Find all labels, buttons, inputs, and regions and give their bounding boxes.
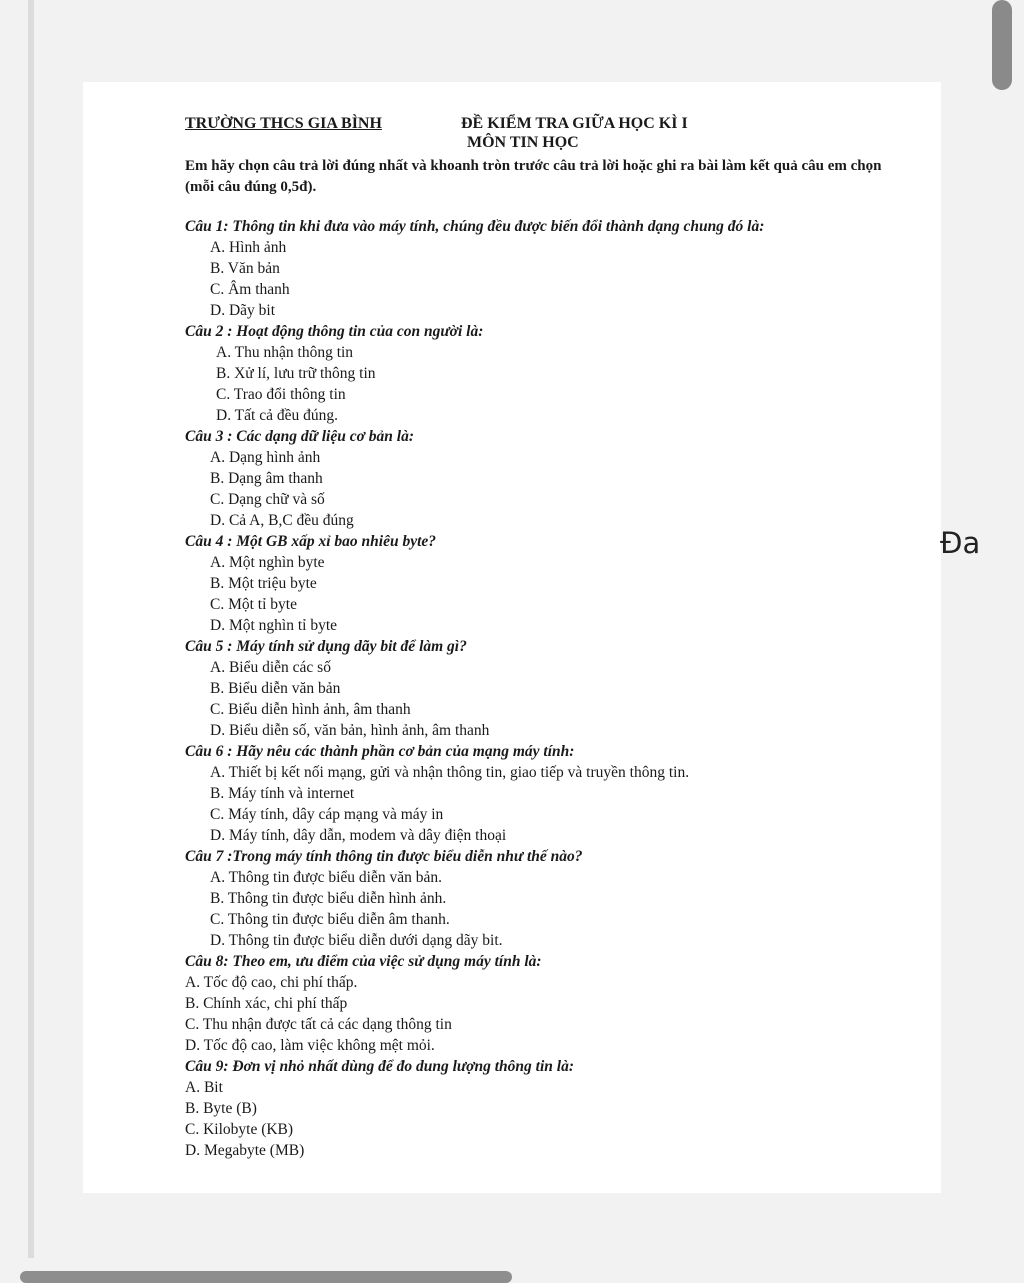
q6-option-d[interactable]: D. Máy tính, dây dẫn, modem và dây điện thoại: [210, 827, 507, 844]
question-8: Câu 8: Theo em, ưu điểm của việc sử dụng máy tính là:: [185, 953, 542, 970]
question-4: Câu 4 : Một GB xấp xỉ bao nhiêu byte?: [185, 533, 437, 550]
q2-option-b[interactable]: B. Xử lí, lưu trữ thông tin: [216, 365, 376, 382]
viewer-left-rule: [28, 0, 34, 1258]
q1-option-a[interactable]: A. Hình ảnh: [210, 239, 287, 256]
q3-option-d[interactable]: D. Cả A, B,C đều đúng: [210, 512, 354, 529]
question-list: [185, 217, 885, 1161]
vertical-scrollbar[interactable]: [992, 0, 1012, 90]
q3-option-a[interactable]: A. Dạng hình ảnh: [210, 449, 321, 466]
q6-option-a[interactable]: A. Thiết bị kết nối mạng, gửi và nhận thông tin, giao tiếp và truyền thông tin.: [210, 764, 690, 781]
q7-option-a[interactable]: A. Thông tin được biểu diễn văn bản.: [210, 869, 442, 886]
q2-option-a[interactable]: A. Thu nhận thông tin: [216, 344, 354, 361]
question-6: Câu 6 : Hãy nêu các thành phần cơ bản của mạng máy tính:: [185, 743, 575, 760]
q3-option-c[interactable]: C. Dạng chữ và số: [210, 491, 325, 508]
q8-option-b[interactable]: B. Chính xác, chi phí thấp: [185, 995, 348, 1012]
side-text: Đa: [940, 526, 981, 560]
q5-option-c[interactable]: C. Biểu diễn hình ảnh, âm thanh: [210, 701, 411, 718]
q6-option-b[interactable]: B. Máy tính và internet: [210, 785, 355, 802]
q4-option-a[interactable]: A. Một nghìn byte: [210, 554, 325, 571]
school-name: TRƯỜNG THCS GIA BÌNH: [185, 115, 382, 132]
question-1: Câu 1: Thông tin khi đưa vào máy tính, chúng đều được biến đổi thành dạng chung đó là:: [185, 218, 765, 235]
exam-page: [83, 82, 941, 1193]
q7-option-c[interactable]: C. Thông tin được biểu diễn âm thanh.: [210, 911, 450, 928]
q5-option-a[interactable]: A. Biểu diễn các số: [210, 659, 331, 676]
q5-option-d[interactable]: D. Biểu diễn số, văn bản, hình ảnh, âm thanh: [210, 722, 490, 739]
instructions: Em hãy chọn câu trả lời đúng nhất và khoanh tròn trước câu trả lời hoặc ghi ra bài làm kết quả câu em chọn (mỗi câu đúng 0,5đ).: [185, 158, 882, 195]
subject-title: MÔN TIN HỌC: [467, 134, 579, 151]
question-9: Câu 9: Đơn vị nhỏ nhất dùng để đo dung lượng thông tin là:: [185, 1058, 574, 1075]
q5-option-b[interactable]: B. Biểu diễn văn bản: [210, 680, 341, 697]
q1-option-b[interactable]: B. Văn bản: [210, 260, 280, 277]
q8-option-a[interactable]: A. Tốc độ cao, chi phí thấp.: [185, 974, 358, 991]
q2-option-c[interactable]: C. Trao đổi thông tin: [216, 386, 346, 403]
q7-option-b[interactable]: B. Thông tin được biểu diễn hình ảnh.: [210, 890, 447, 907]
q4-option-d[interactable]: D. Một nghìn tỉ byte: [210, 617, 338, 634]
q1-option-d[interactable]: D. Dãy bit: [210, 302, 276, 319]
q1-option-c[interactable]: C. Âm thanh: [210, 281, 290, 298]
q3-option-b[interactable]: B. Dạng âm thanh: [210, 470, 323, 487]
q2-option-d[interactable]: D. Tất cả đều đúng.: [216, 407, 338, 424]
question-2: Câu 2 : Hoạt động thông tin của con người là:: [185, 323, 484, 340]
q9-option-a[interactable]: A. Bit: [185, 1079, 223, 1096]
q4-option-b[interactable]: B. Một triệu byte: [210, 575, 317, 592]
question-7: Câu 7 :Trong máy tính thông tin được biểu diễn như thế nào?: [185, 848, 583, 865]
exam-title: ĐỀ KIỂM TRA GIỮA HỌC KÌ I: [461, 115, 688, 132]
question-3: Câu 3 : Các dạng dữ liệu cơ bản là:: [185, 428, 415, 445]
q6-option-c[interactable]: C. Máy tính, dây cáp mạng và máy in: [210, 806, 444, 823]
q7-option-d[interactable]: D. Thông tin được biểu diễn dưới dạng dãy bit.: [210, 932, 503, 949]
question-5: Câu 5 : Máy tính sử dụng dãy bit để làm gì?: [185, 638, 467, 655]
q4-option-c[interactable]: C. Một tỉ byte: [210, 596, 297, 613]
q8-option-c[interactable]: C. Thu nhận được tất cả các dạng thông tin: [185, 1016, 452, 1033]
q9-option-b[interactable]: B. Byte (B): [185, 1100, 257, 1117]
horizontal-scrollbar[interactable]: [20, 1271, 512, 1283]
q9-option-d[interactable]: D. Megabyte (MB): [185, 1142, 305, 1159]
q8-option-d[interactable]: D. Tốc độ cao, làm việc không mệt mỏi.: [185, 1037, 435, 1054]
q9-option-c[interactable]: C. Kilobyte (KB): [185, 1121, 294, 1138]
